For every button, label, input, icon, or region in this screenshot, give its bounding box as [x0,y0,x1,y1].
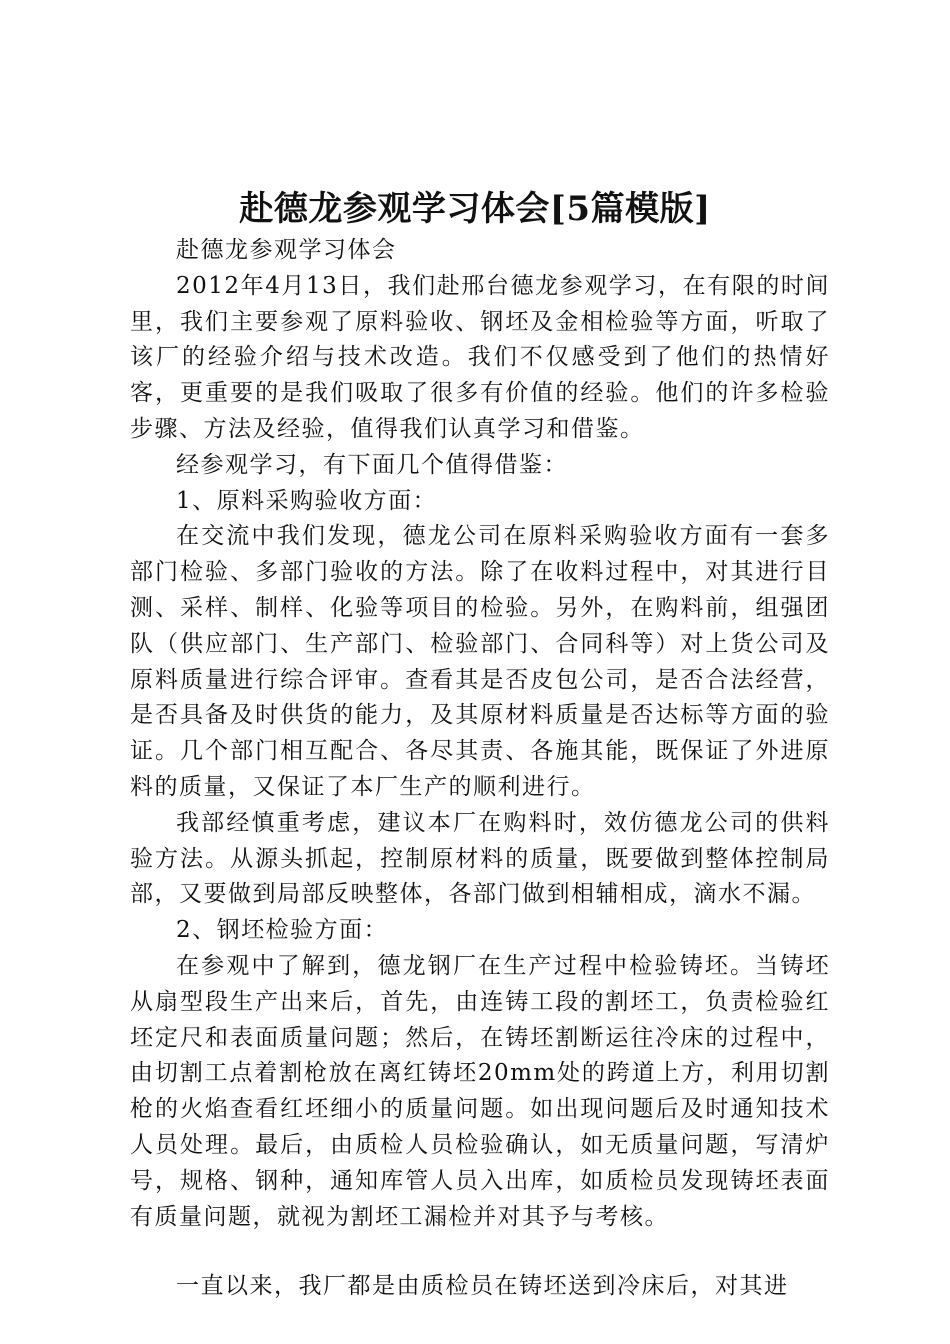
section-heading-billet-inspection: 2、钢坯检验方面： [176,917,389,944]
billet-inspection-paragraph: 在参观中了解到，德龙钢厂在生产过程中检验铸坯。当铸坯从扇型段生产出来后，首先，由连铸工段的割坯工，负责检验红坯定尺和表面质量问题；然后，在铸坯割断运往冷床的过程中，由切割工点着割枪放在离红铸坯20mm处的跨道上方，利用切割枪的火焰查看红坯细小的质量问题。如出现问题后及时通知技术人员处理。最后，由质检人员检验确认，如无质量问题，写清炉号，规格、钢种，通知库管人员入出库，如质检员发现铸坯表面有质量问题，就视为割坯工漏检并对其予与考核。 [130,952,830,1230]
summary-paragraph: 经参观学习，有下面几个值得借鉴： [176,451,568,478]
continuation-paragraph: 一直以来，我厂都是由质检员在铸坯送到冷床后，对其进 [176,1273,789,1300]
raw-materials-paragraph: 在交流中我们发现，德龙公司在原料采购验收方面有一套多部门检验、多部门验收的方法。除了在收料过程中，对其进行目测、采样、制样、化验等项目的检验。另外，在购料前，组强团队（供应部门、生产部门、检验部门、合同科等）对上货公司及原料质量进行综合评审。查看其是否皮包公司，是否合法经营，是否具备及时供货的能力，及其原材料质量是否达标等方面的验证。几个部门相互配合、各尽其责、各施其能，既保证了外进原料的质量，又保证了本厂生产的顺利进行。 [130,523,830,800]
recommendation-paragraph: 我部经慎重考虑，建议本厂在购料时，效仿德龙公司的供料验方法。从源头抓起，控制原材料的质量，既要做到整体控制局部，又要做到局部反映整体，各部门做到相辅相成，滴水不漏。 [130,809,830,908]
section-heading-raw-materials: 1、原料采购验收方面： [176,487,438,514]
document-body [130,233,830,1305]
intro-paragraph: 2012年4月13日，我们赴邢台德龙参观学习，在有限的时间里，我们主要参观了原料验收、钢坯及金相检验等方面，听取了该厂的经验介绍与技术改造。我们不仅感受到了他们的热情好客，更重要的是我们吸取了很多有价值的经验。他们的许多检验步骤、方法及经验，值得我们认真学习和借鉴。 [130,272,830,442]
subtitle-paragraph: 赴德龙参观学习体会 [176,237,397,263]
document-title: 赴德龙参观学习体会[5篇模版] [239,189,711,229]
